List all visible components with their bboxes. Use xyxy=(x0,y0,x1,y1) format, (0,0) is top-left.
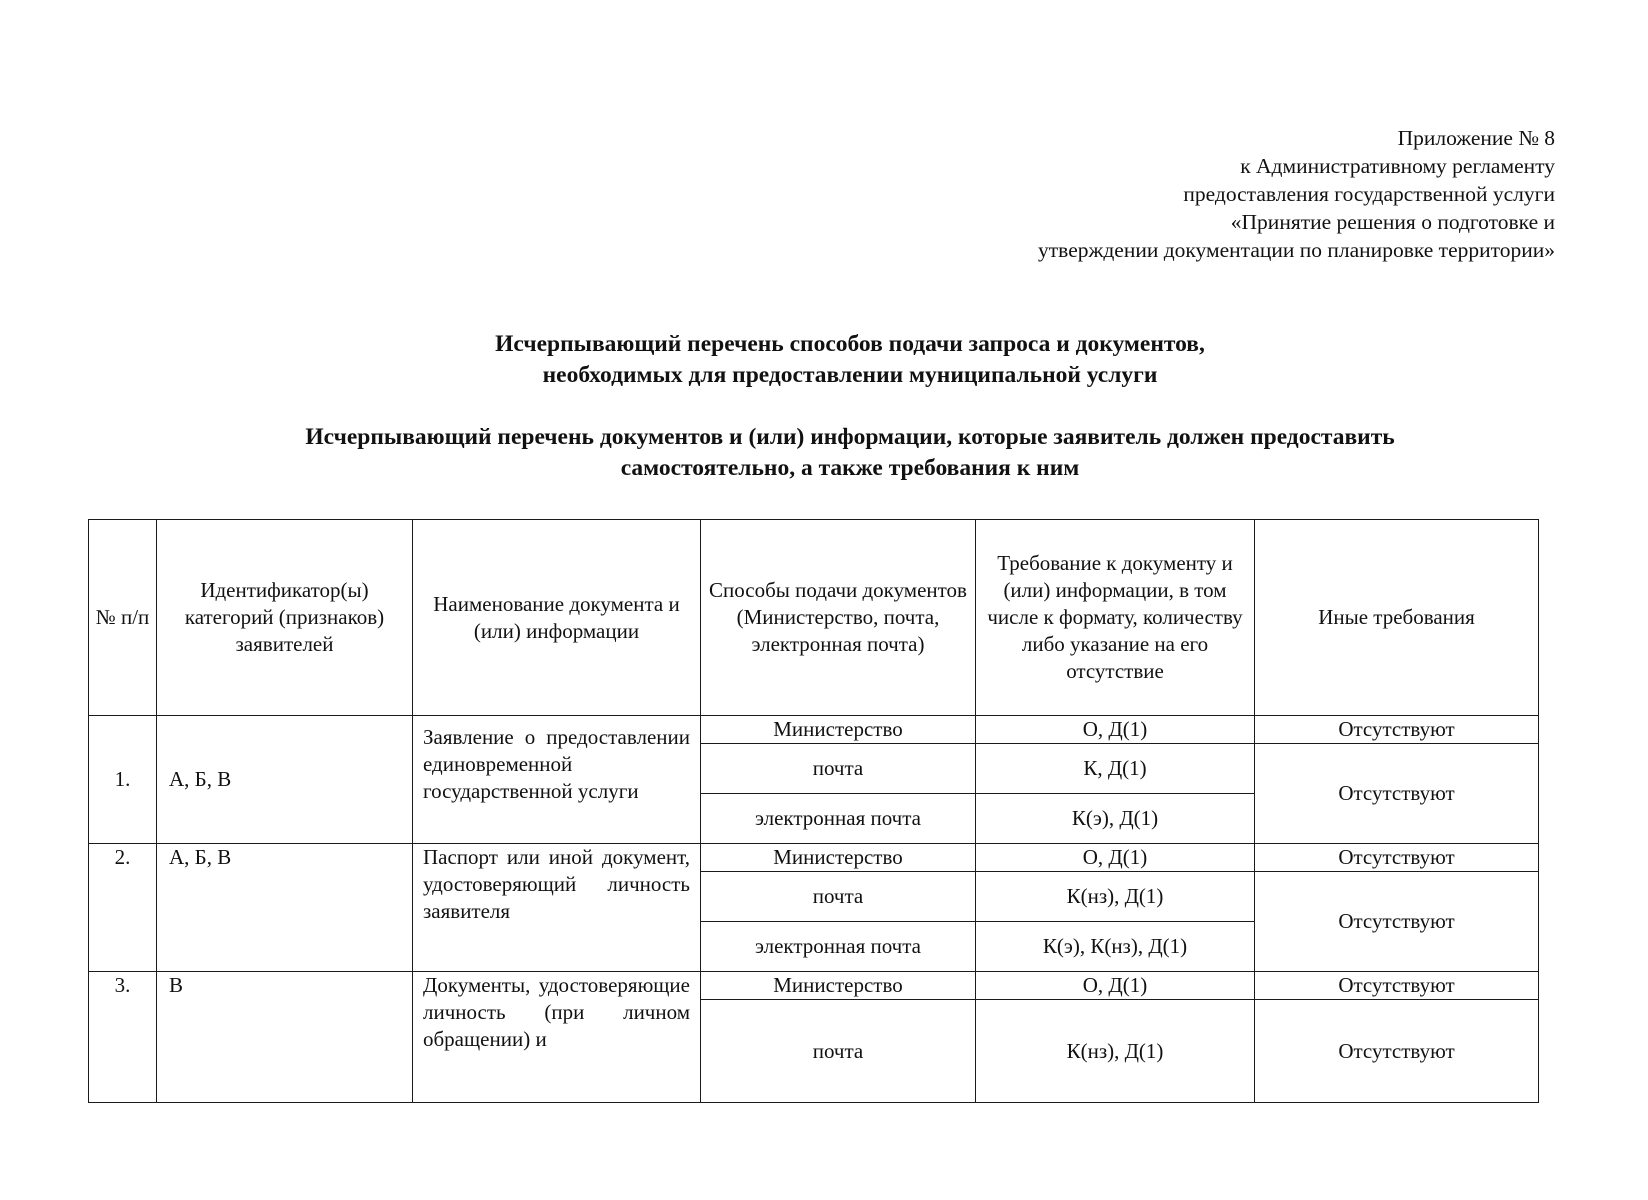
row-requirement: О, Д(1) xyxy=(976,844,1255,872)
table-row xyxy=(89,716,1539,744)
row-method: электронная почта xyxy=(701,794,976,844)
header-methods: Способы подачи документов (Министерство, почта, электронная почта) xyxy=(701,520,976,716)
header-name: Наименование документа и (или) информации xyxy=(413,520,701,716)
document-title xyxy=(0,329,1648,391)
row-ids: А, Б, В xyxy=(157,716,413,844)
appendix-line: к Административному регламенту xyxy=(1240,154,1555,178)
row-method: электронная почта xyxy=(701,922,976,972)
title-line: самостоятельно, а также требования к ним xyxy=(620,455,1080,481)
appendix-line: Приложение № 8 xyxy=(1397,126,1555,150)
title-line: Исчерпывающий перечень документов и (или) информации, которые заявитель должен предоставить xyxy=(305,424,1395,450)
row-ids: А, Б, В xyxy=(157,844,413,972)
row-requirement: О, Д(1) xyxy=(976,972,1255,1000)
row-other: Отсутствуют xyxy=(1255,716,1539,744)
row-method: почта xyxy=(701,872,976,922)
row-other: Отсутствуют xyxy=(1255,744,1539,844)
row-requirement: К(нз), Д(1) xyxy=(976,1000,1255,1103)
header-num: № п/п xyxy=(89,520,157,716)
row-requirement: О, Д(1) xyxy=(976,716,1255,744)
row-other: Отсутствуют xyxy=(1255,972,1539,1000)
row-method: почта xyxy=(701,1000,976,1103)
row-method: почта xyxy=(701,744,976,794)
title-line: необходимых для предоставлении муниципальной услуги xyxy=(542,362,1158,388)
header-ids: Идентификатор(ы) категорий (признаков) заявителей xyxy=(157,520,413,716)
row-other: Отсутствуют xyxy=(1255,872,1539,972)
row-other: Отсутствуют xyxy=(1255,1000,1539,1103)
title-line: Исчерпывающий перечень способов подачи запроса и документов, xyxy=(495,331,1205,357)
table-row xyxy=(89,844,1539,872)
row-method: Министерство xyxy=(701,716,976,744)
row-num: 2. xyxy=(89,844,157,972)
row-num: 1. xyxy=(89,716,157,844)
header-requirements: Требование к документу и (или) информации, в том числе к формату, количеству либо указание на его отсутствие xyxy=(976,520,1255,716)
row-num: 3. xyxy=(89,972,157,1103)
documents-table xyxy=(88,519,1539,1103)
header-other: Иные требования xyxy=(1255,520,1539,716)
row-requirement: К(нз), Д(1) xyxy=(976,872,1255,922)
section-title xyxy=(0,422,1648,484)
row-ids: В xyxy=(157,972,413,1103)
appendix-line: «Принятие решения о подготовке и xyxy=(1230,210,1555,234)
row-doc-name: Документы, удостоверяющие личность (при личном обращении) и xyxy=(413,972,701,1103)
row-method: Министерство xyxy=(701,844,976,872)
row-doc-name: Паспорт или иной документ, удостоверяющий личность заявителя xyxy=(413,844,701,972)
row-doc-name: Заявление о предоставлении единовременной государственной услуги xyxy=(413,716,701,844)
table-header-row xyxy=(89,520,1539,716)
appendix-line: предоставления государственной услуги xyxy=(1183,182,1555,206)
row-requirement: К(э), К(нз), Д(1) xyxy=(976,922,1255,972)
row-requirement: К(э), Д(1) xyxy=(976,794,1255,844)
table-row xyxy=(89,972,1539,1000)
row-requirement: К, Д(1) xyxy=(976,744,1255,794)
appendix-line: утверждении документации по планировке территории» xyxy=(1038,238,1555,262)
appendix-header xyxy=(1038,124,1555,264)
row-method: Министерство xyxy=(701,972,976,1000)
row-other: Отсутствуют xyxy=(1255,844,1539,872)
